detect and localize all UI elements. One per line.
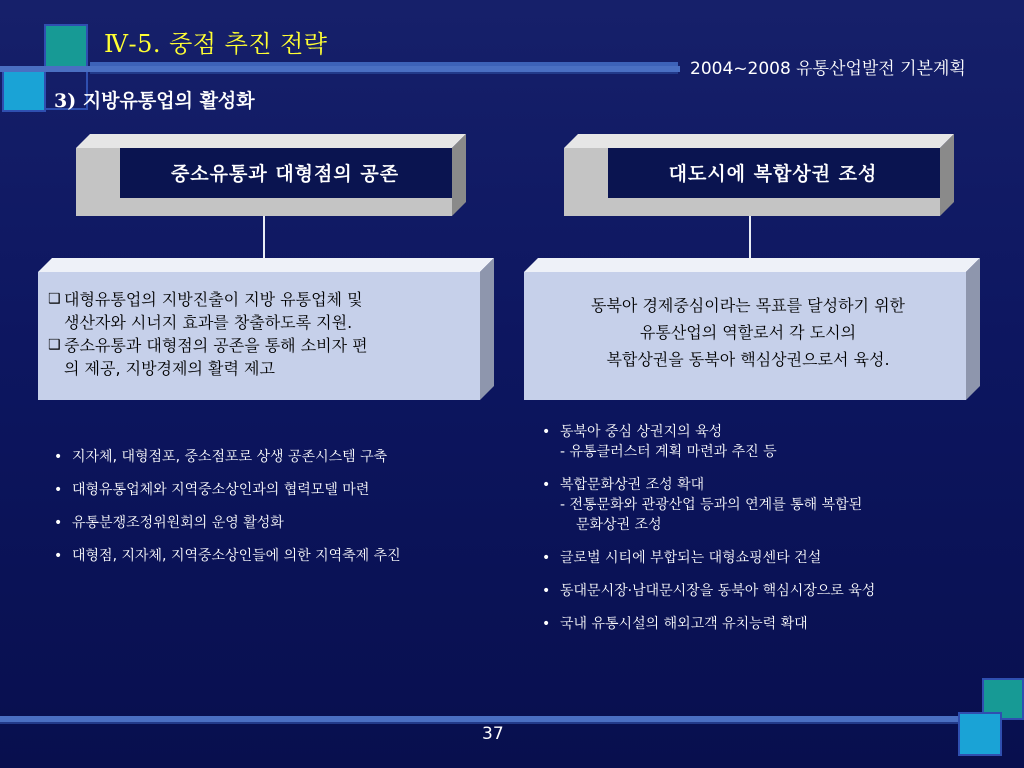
right-header-label: 대도시에 복합상권 조성 xyxy=(668,162,878,185)
list-item: • 대형점, 지자체, 지역중소상인들에 의한 지역축제 추진 xyxy=(52,546,512,566)
list-item: • 유통분쟁조정위원회의 운영 활성화 xyxy=(52,513,512,533)
left-box-line: 대형유통업의 지방진출이 지방 유통업체 및 xyxy=(64,290,363,309)
left-box-line: 의 제공, 지방경제의 활력 제고 xyxy=(64,359,275,378)
list-item xyxy=(540,475,1000,535)
right-connector xyxy=(749,216,751,260)
list-item xyxy=(540,548,1000,568)
list-item-text: • 글로벌 시티에 부합되는 대형쇼핑센타 건설 xyxy=(560,550,822,566)
list-sub-item: - 전통문화와 관광산업 등과의 연계를 통해 복합된 xyxy=(560,497,863,513)
right-header-box xyxy=(564,134,954,216)
right-content-box xyxy=(524,258,980,400)
right-box-line: 동북아 경제중심이라는 목표를 달성하기 위한 xyxy=(590,296,905,315)
list-item xyxy=(540,422,1000,462)
left-box-line: 생산자와 시너지 효과를 창출하도록 지원. xyxy=(64,313,353,332)
list-item: • 지자체, 대형점포, 중소점포로 상생 공존시스템 구축 xyxy=(52,447,512,467)
left-header-box xyxy=(76,134,466,216)
section-heading: 3) 지방유통업의 활성화 xyxy=(54,90,255,112)
right-box-line: 유통산업의 역할로서 각 도시의 xyxy=(639,323,857,342)
document-subtitle: 2004~2008 유통산업발전 기본계획 xyxy=(690,59,966,79)
decor-square-blue xyxy=(2,68,46,112)
left-connector xyxy=(263,216,265,260)
checkbox-icon: ❑ xyxy=(48,337,61,353)
list-sub-item: 문화상권 조성 xyxy=(576,517,662,533)
right-bullet-list xyxy=(540,422,1000,647)
slide-title: Ⅳ-5. 중점 추진 전략 xyxy=(104,30,328,58)
list-item-text: • 동대문시장·남대문시장을 동북아 핵심시장으로 육성 xyxy=(560,583,876,599)
list-item xyxy=(540,581,1000,601)
page-number: 37 xyxy=(482,724,504,744)
header-rule xyxy=(90,72,678,74)
decor-square-teal xyxy=(44,24,88,68)
list-item-text: • 국내 유통시설의 해외고객 유치능력 확대 xyxy=(560,616,808,632)
list-item-text: • 복합문화상권 조성 확대 xyxy=(560,477,705,493)
left-box-item xyxy=(48,288,468,334)
left-content-box xyxy=(38,258,494,400)
right-box-line: 복합상권을 동북아 핵심상권으로서 육성. xyxy=(606,350,890,369)
left-bullet-list xyxy=(52,447,512,579)
left-box-item xyxy=(48,334,468,380)
list-item: • 대형유통업체와 지역중소상인과의 협력모델 마련 xyxy=(52,480,512,500)
decor-square-blue xyxy=(958,712,1002,756)
left-header-label: 중소유통과 대형점의 공존 xyxy=(170,162,400,185)
list-item xyxy=(540,614,1000,634)
list-sub-item: - 유통클러스터 계획 마련과 추진 등 xyxy=(560,444,777,460)
list-item-text: • 동북아 중심 상권지의 육성 xyxy=(560,424,723,440)
left-box-line: 중소유통과 대형점의 공존을 통해 소비자 편 xyxy=(64,336,368,355)
checkbox-icon: ❑ xyxy=(48,291,61,307)
